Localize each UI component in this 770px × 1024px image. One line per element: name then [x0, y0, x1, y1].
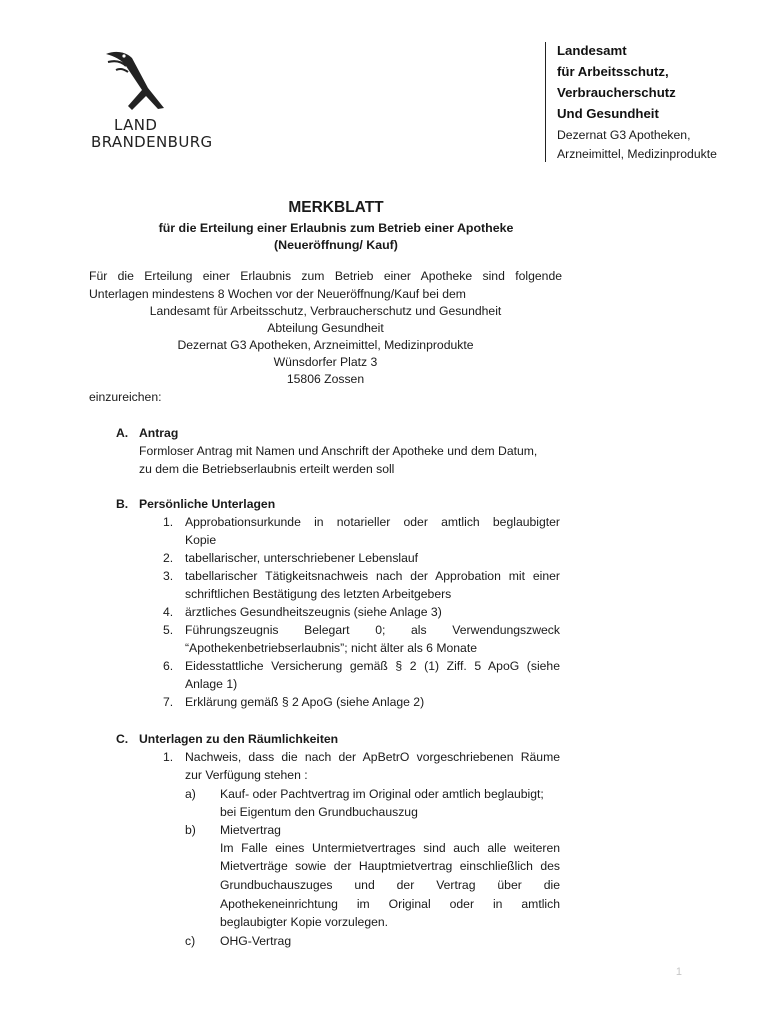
sublist-item: Im Falle eines Untermietvertrages sind auch alle weiteren	[220, 841, 560, 855]
page-number: 1	[675, 966, 682, 978]
list-item: schriftlichen Bestätigung des letzten Arbeitgebers	[185, 587, 452, 601]
logo-text-brandenburg: BRANDENBURG	[91, 133, 213, 151]
section-heading: Unterlagen zu den Räumlichkeiten	[139, 732, 339, 746]
list-item: Führungszeugnis Belegart 0; als Verwendungszweck	[185, 623, 560, 637]
sublist-item: OHG-Vertrag	[220, 934, 292, 948]
intro-text: Für die Erteilung einer Erlaubnis zum Betrieb einer Apotheke sind folgende	[89, 269, 562, 283]
department-line: Arzneimittel, Medizinprodukte	[557, 147, 717, 161]
section-text: zu dem die Betriebserlaubnis erteilt werden soll	[139, 462, 395, 476]
list-item: tabellarischer, unterschriebener Lebenslauf	[185, 551, 419, 565]
list-number: 6.	[163, 659, 174, 673]
section-heading: Persönliche Unterlagen	[139, 497, 276, 511]
address-line: Abteilung Gesundheit	[267, 321, 384, 335]
list-number: 1.	[163, 515, 174, 529]
department-line: Dezernat G3 Apotheken,	[557, 128, 691, 142]
section-letter: A.	[116, 426, 129, 440]
authority-block	[557, 40, 717, 164]
list-item: Erklärung gemäß § 2 ApoG (siehe Anlage 2)	[185, 695, 425, 709]
address-line: Dezernat G3 Apotheken, Arzneimittel, Medizinprodukte	[177, 338, 474, 352]
sublist-item: Apothekeneinrichtung im Original oder in amtlich	[220, 897, 560, 911]
list-number: 2.	[163, 551, 174, 565]
sublist-letter: c)	[185, 934, 196, 948]
address-line: Landesamt für Arbeitsschutz, Verbraucherschutz und Gesundheit	[149, 304, 502, 318]
sublist-item: Mietverträge sowie der Hauptmietvertrag einschließlich des	[220, 859, 560, 873]
sublist-item: bei Eigentum den Grundbuchauszug	[220, 805, 418, 819]
list-number: 3.	[163, 569, 174, 583]
header-divider	[545, 42, 546, 162]
authority-line: für Arbeitsschutz,	[557, 64, 669, 79]
document-title: MERKBLATT	[288, 199, 384, 216]
sublist-item: Grundbuchauszuges und der Vertrag über die	[220, 878, 560, 892]
sublist-item: Kauf- oder Pachtvertrag im Original oder amtlich beglaubigt;	[220, 787, 544, 801]
section-text: Formloser Antrag mit Namen und Anschrift der Apotheke und dem Datum,	[139, 444, 538, 458]
intro-text: Unterlagen mindestens 8 Wochen vor der Neueröffnung/Kauf bei dem	[89, 287, 466, 301]
sublist-item: beglaubigter Kopie vorzulegen.	[220, 915, 389, 929]
address-line: 15806 Zossen	[286, 372, 365, 386]
section-letter: B.	[116, 497, 129, 511]
authority-line: Verbraucherschutz	[557, 85, 676, 100]
document-subtitle: (Neueröffnung/ Kauf)	[274, 238, 398, 252]
list-item: Approbationsurkunde in notarieller oder amtlich beglaubigter	[185, 515, 560, 529]
list-item: “Apothekenbetriebserlaubnis”; nicht älter als 6 Monate	[185, 641, 477, 655]
list-item: Eidesstattliche Versicherung gemäß § 2 (1) Ziff. 5 ApoG (siehe	[185, 659, 560, 673]
authority-line: Landesamt	[557, 43, 627, 58]
section-heading: Antrag	[139, 426, 179, 440]
list-number: 4.	[163, 605, 174, 619]
document-subtitle: für die Erteilung einer Erlaubnis zum Betrieb einer Apotheke	[158, 221, 514, 235]
list-item: tabellarischer Tätigkeitsnachweis nach der Approbation mit einer	[185, 569, 560, 583]
intro-closing: einzureichen:	[89, 390, 162, 404]
list-item: Nachweis, dass die nach der ApBetrO vorgeschriebenen Räume	[185, 750, 560, 764]
sublist-letter: b)	[185, 823, 196, 837]
list-item: Anlage 1)	[185, 677, 238, 691]
list-number: 5.	[163, 623, 174, 637]
list-item: ärztliches Gesundheitszeugnis (siehe Anlage 3)	[185, 605, 442, 619]
authority-line: Und Gesundheit	[557, 106, 659, 121]
brandenburg-eagle-logo	[102, 44, 182, 116]
sublist-item: Mietvertrag	[220, 823, 281, 837]
list-item: zur Verfügung stehen :	[185, 768, 308, 782]
sublist-letter: a)	[185, 787, 196, 801]
list-item: Kopie	[185, 533, 217, 547]
list-number: 7.	[163, 695, 174, 709]
list-number: 1.	[163, 750, 174, 764]
section-letter: C.	[116, 732, 129, 746]
logo-text-land: LAND	[114, 116, 158, 134]
address-line: Wünsdorfer Platz 3	[273, 355, 378, 369]
